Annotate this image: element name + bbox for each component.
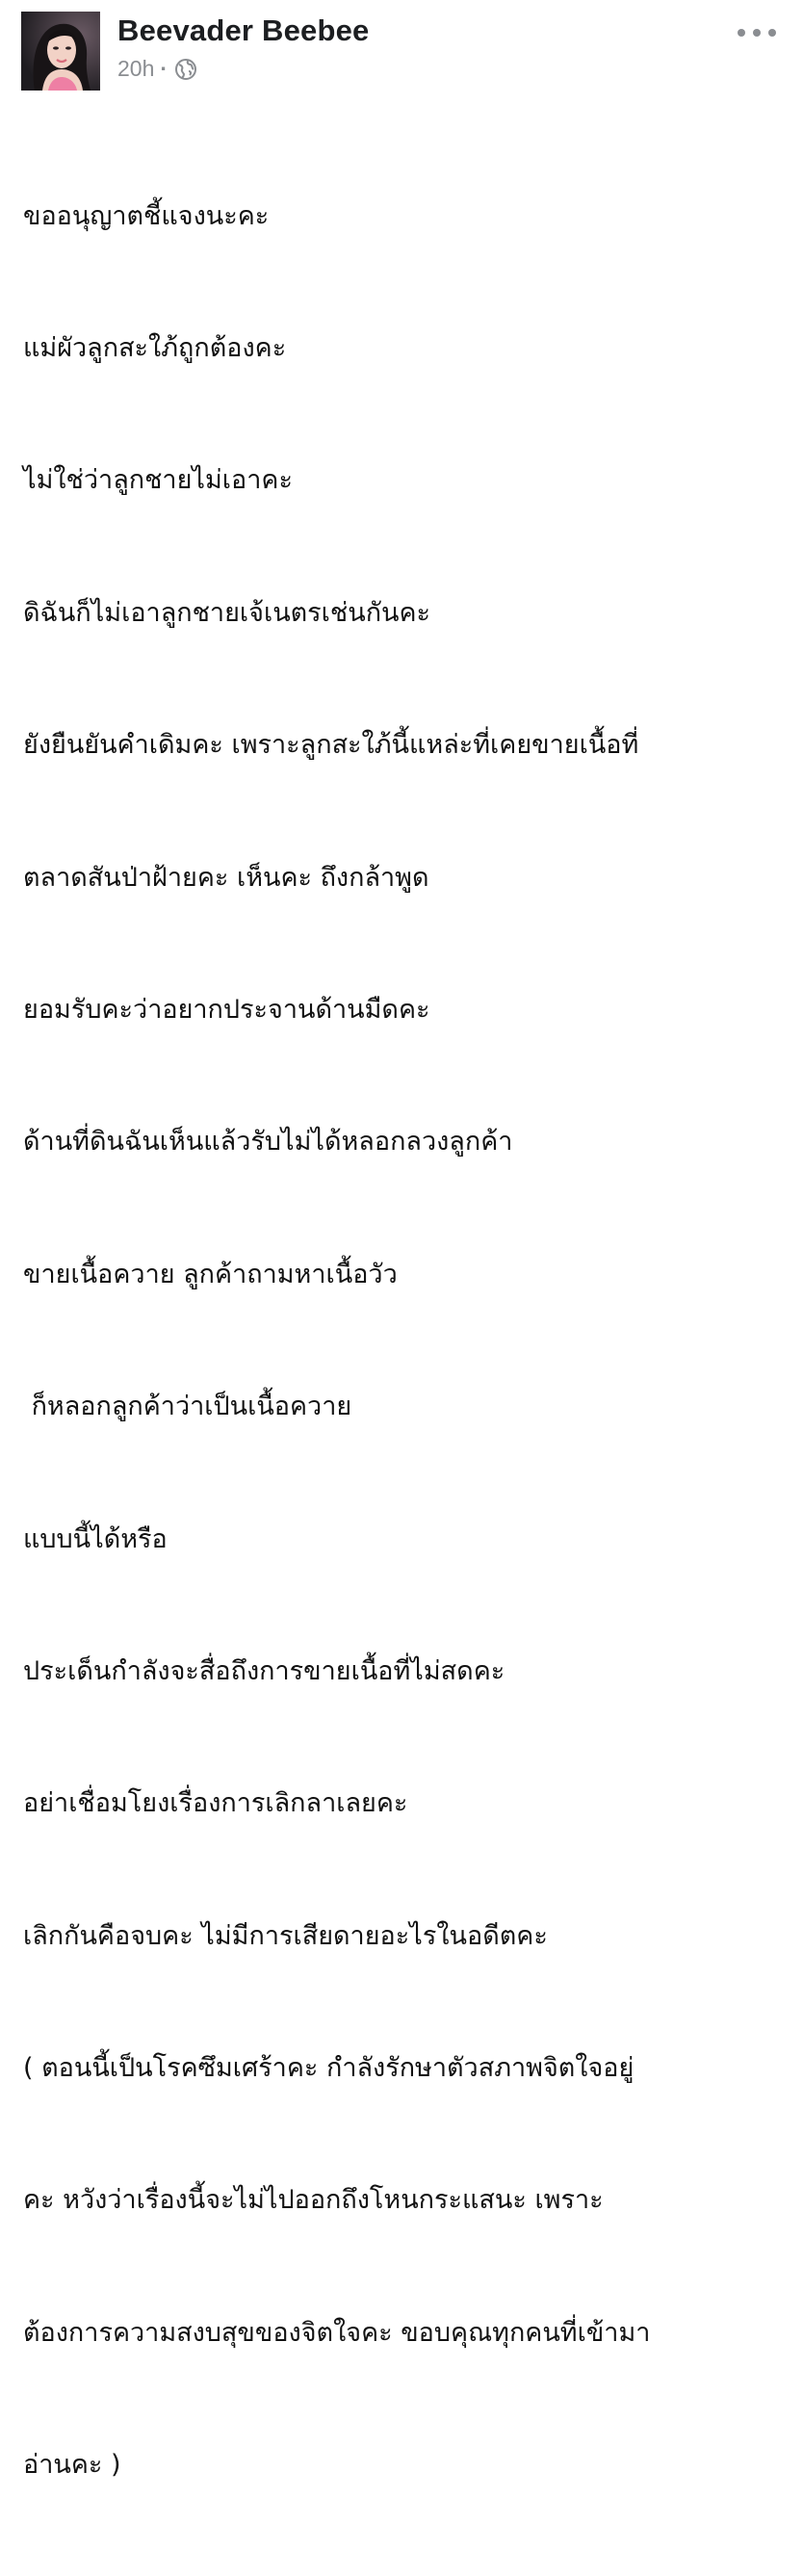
post-line: ( ตอนนี้เป็นโรคซึมเศร้าคะ กำลังรักษาตัวสภาพจิตใจอยู่ [23,2053,635,2084]
author-name[interactable]: Beevader Beebee [117,13,370,47]
post-line: ยังยืนยันคำเดิมคะ เพราะลูกสะใภ้นี้แหล่ะที่เคยขายเนื้อที่ [23,730,639,761]
post-line: ขออนุญาตชี้แจงนะคะ [23,200,270,231]
post-line: ประเด็นกำลังจะสื่อถึงการขายเนื้อที่ไม่สดคะ [23,1655,505,1686]
post-line: แบบนี้ได้หรือ [23,1523,168,1554]
post-line: แม่ผัวลูกสะใภ้ถูกต้องคะ [23,332,287,363]
post-line: ตลาดสันป่าฝ้ายคะ เห็นคะ ถึงกล้าพูด [23,862,429,893]
post-line: ต้องการความสงบสุขของจิตใจคะ ขอบคุณทุกคนที่เข้ามา [23,2317,651,2348]
post-timestamp[interactable]: 20h [117,56,155,81]
post-line: ก็หลอกลูกค้าว่าเป็นเนื้อควาย [23,1392,352,1422]
post-line: ขายเนื้อควาย ลูกค้าถามหาเนื้อวัว [23,1259,398,1289]
post-line: คะ หวังว่าเรื่องนี้จะไม่ไปออกถึงโหนกระแสนะ เพราะ [23,2185,604,2216]
avatar[interactable] [21,12,100,91]
post-meta [117,56,197,82]
post-body [23,106,793,2576]
more-options-icon[interactable] [738,21,776,44]
post-line: ยอมรับคะว่าอยากประจานด้านมืดคะ [23,994,430,1025]
meta-separator: · [160,56,168,81]
post-line: ดิฉันก็ไม่เอาลูกชายเจ้เนตรเช่นกันคะ [23,597,431,628]
post-line: ด้านที่ดินฉันเห็นแล้วรับไม่ได้หลอกลวงลูกค้า [23,1127,513,1158]
globe-icon [174,58,197,81]
post-line: อ่านคะ ) [23,2450,121,2481]
post-line: เลิกกันคือจบคะ ไม่มีการเสียดายอะไรในอดีตคะ [23,1920,548,1951]
post-line: ไม่ใช่ว่าลูกชายไม่เอาคะ [23,465,293,496]
post-line: อย่าเชื่อมโยงเรื่องการเลิกลาเลยคะ [23,1788,408,1819]
